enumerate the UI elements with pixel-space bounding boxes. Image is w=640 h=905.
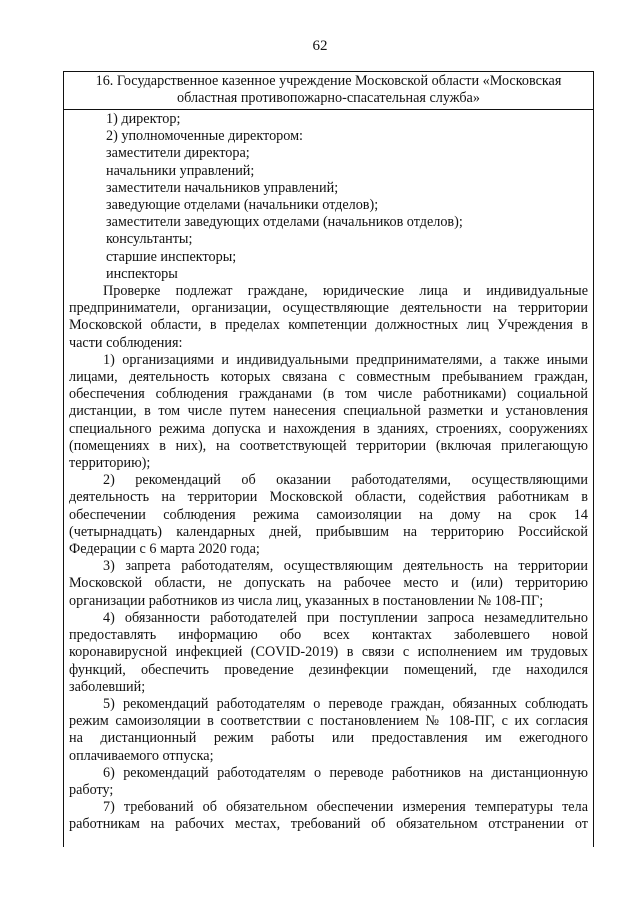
paragraph-line: 7) требований об обязательном обеспечении измерения температуры тела (103, 799, 588, 816)
list-item: заведующие отделами (начальники отделов); (106, 197, 379, 214)
paragraph-line: Московской области, в пределах компетенции должностных лиц Учреждения в (69, 317, 588, 334)
paragraph-line: заболевший; (69, 678, 146, 695)
paragraph (69, 610, 588, 696)
header-line-1: 16. Государственное казенное учреждение Московской области «Московская (95, 73, 562, 89)
list-item: заместители заведующих отделами (начальников отделов); (106, 214, 463, 231)
paragraph-line: (четырнадцать) календарных дней, прибывшим на территорию Российской (69, 523, 588, 540)
list-item: заместители начальников управлений; (106, 179, 339, 196)
page-number: 62 (312, 38, 328, 54)
paragraph-line: 1) организациями и индивидуальными предпринимателями, а также иными (103, 351, 588, 368)
paragraphs (69, 283, 588, 834)
paragraph (69, 558, 588, 610)
paragraph-line: Московской области, не допускать на рабочее место и (или) территорию (69, 575, 588, 592)
table-body (64, 110, 593, 834)
paragraph-line: предоставлять информацию обо всех контактах заболевшего новой (69, 627, 588, 644)
paragraph-line: 4) обязанности работодателей при поступлении запроса незамедлительно (103, 609, 588, 626)
list-item: начальники управлений; (106, 162, 255, 179)
paragraph-line: работу; (69, 781, 114, 798)
paragraph-line: режим самоизоляции в соответствии с постановлением № 108-ПГ, с их согласия (69, 713, 588, 730)
paragraph (69, 283, 588, 352)
paragraph-line: 6) рекомендаций работодателям о переводе работников на дистанционную (103, 764, 588, 781)
paragraph-line: Проверке подлежат граждане, юридические лица и индивидуальные (103, 283, 588, 300)
paragraph-line: 5) рекомендаций работодателям о переводе граждан, обязанных соблюдать (103, 695, 588, 712)
document-table (63, 71, 594, 847)
paragraph-line: 3) запрета работодателям, осуществляющим деятельность на территории (103, 558, 588, 575)
paragraph-line: деятельность на территории Московской области, содействия работникам в (69, 489, 588, 506)
paragraph-line: на дистанционный режим работы или предоставления им ежегодного (69, 730, 588, 747)
paragraph-line: территорию); (69, 455, 151, 472)
header-line-2: областная противопожарно-спасательная служба» (177, 90, 480, 106)
list-item: консультанты; (106, 231, 193, 248)
paragraph-line: работникам на рабочих местах, требований об обязательном отстранении от (69, 816, 588, 833)
paragraph-line: части соблюдения: (69, 334, 183, 351)
paragraph-line: коронавирусной инфекцией (COVID-2019) в связи с исполнением им трудовых (69, 644, 588, 661)
paragraph-line: организации работников из числа лиц, указанных в постановлении № 108-ПГ; (69, 592, 544, 609)
paragraph-line: обеспечения соблюдения гражданами (в том числе работниками) социальной (69, 386, 588, 403)
paragraph-line: дистанции, в том числе путем нанесения специальной разметки и установления (69, 403, 588, 420)
list-item: 1) директор; (106, 111, 181, 127)
officials-list (69, 111, 588, 283)
list-item: старшие инспекторы; (106, 248, 237, 265)
paragraph (69, 696, 588, 765)
paragraph (69, 799, 588, 833)
paragraph (69, 352, 588, 472)
paragraph-line: 2) рекомендаций об оказании работодателями, осуществляющими (103, 472, 588, 489)
table-header (64, 72, 593, 110)
paragraph-line: оплачиваемого отпуска; (69, 747, 214, 764)
paragraph (69, 472, 588, 558)
paragraph-line: Федерации с 6 марта 2020 года; (69, 541, 260, 558)
list-item: инспекторы (106, 265, 178, 282)
paragraph-line: обеспечении соблюдения режима самоизоляции на дому на срок 14 (69, 506, 588, 523)
paragraph-line: (помещениях в них), на соответствующей территории (включая прилегающую (69, 437, 588, 454)
list-item: 2) уполномоченные директором: (106, 128, 304, 145)
paragraph-line: функций, обеспечить проведение дезинфекции помещений, где находился (69, 661, 588, 678)
paragraph-line: предприниматели, организации, осуществляющие деятельности на территории (69, 300, 588, 317)
paragraph-line: лицами, деятельность которых связана с совместным пребыванием граждан, (69, 369, 588, 386)
paragraph (69, 765, 588, 799)
paragraph-line: специального режима допуска и нахождения в зданиях, строениях, сооружениях (69, 420, 588, 437)
list-item: заместители директора; (106, 145, 250, 162)
